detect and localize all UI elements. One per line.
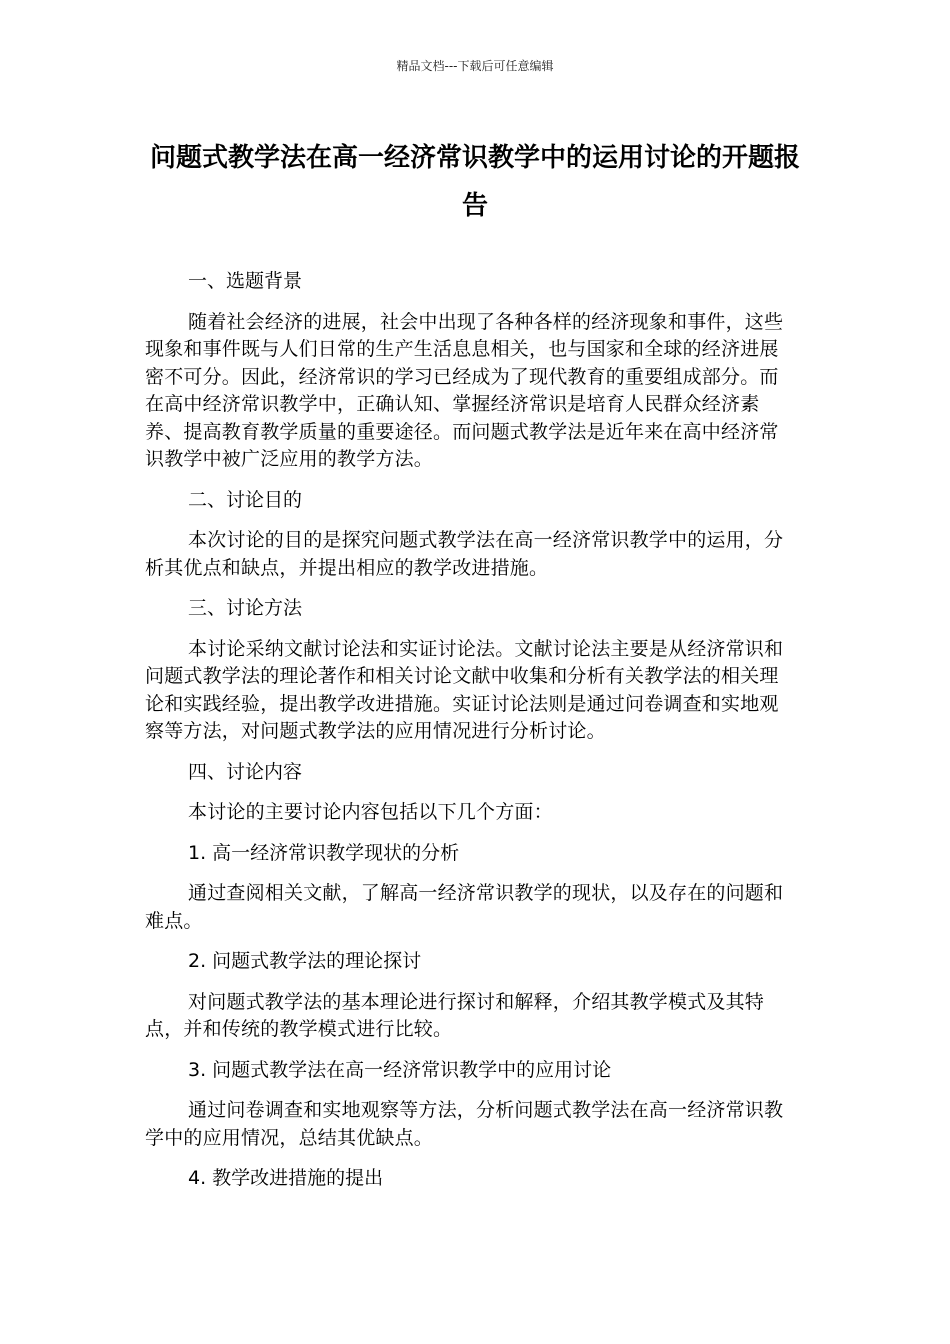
section-heading-method: 三、讨论方法: [188, 597, 303, 619]
paragraph-item-3: 通过问卷调查和实地观察等方法，分析问题式教学法在高一经济常识教学中的应用情况，总结其优缺点。: [145, 1099, 784, 1149]
paragraph-content-intro: 本讨论的主要讨论内容包括以下几个方面：: [188, 801, 553, 823]
document-body: [145, 268, 795, 1206]
paragraph-item-2: 对问题式教学法的基本理论进行探讨和解释，介绍其教学模式及其特点，并和传统的教学模式进行比较。: [145, 990, 765, 1040]
paragraph-background: 随着社会经济的进展，社会中出现了各种各样的经济现象和事件，这些现象和事件既与人们日常的生产生活息息相关，也与国家和全球的经济进展密不可分。因此，经济常识的学习已经成为了现代教育的重要组成部分。而在高中经济常识教学中，正确认知、掌握经济常识是培育人民群众经济素养、提高教育教学质量的重要途径。而问题式教学法是近年来在高中经济常识教学中被广泛应用的教学方法。: [145, 310, 784, 470]
list-item-4: 4. 教学改进措施的提出: [188, 1167, 384, 1189]
section-heading-content: 四、讨论内容: [188, 760, 303, 783]
document-title: 问题式教学法在高一经济常识教学中的运用讨论的开题报告: [149, 143, 800, 221]
list-item-1: 1. 高一经济常识教学现状的分析: [188, 841, 460, 864]
section-heading-background: 一、选题背景: [188, 270, 303, 292]
section-heading-purpose: 二、讨论目的: [188, 488, 303, 511]
page-header-note: 精品文档---下载后可任意编辑: [396, 59, 554, 73]
paragraph-purpose: 本次讨论的目的是探究问题式教学法在高一经济常识教学中的运用，分析其优点和缺点，并提出相应的教学改进措施。: [145, 529, 784, 579]
list-item-2: 2. 问题式教学法的理论探讨: [188, 950, 422, 972]
paragraph-method: 本讨论采纳文献讨论法和实证讨论法。文献讨论法主要是从经济常识和问题式教学法的理论著作和相关讨论文献中收集和分析有关教学法的相关理论和实践经验，提出教学改进措施。实证讨论法则是通过问卷调查和实地观察等方法，对问题式教学法的应用情况进行分析讨论。: [145, 637, 784, 742]
list-item-3: 3. 问题式教学法在高一经济常识教学中的应用讨论: [188, 1058, 612, 1081]
paragraph-item-1: 通过查阅相关文献，了解高一经济常识教学的现状，以及存在的问题和难点。: [145, 882, 784, 932]
